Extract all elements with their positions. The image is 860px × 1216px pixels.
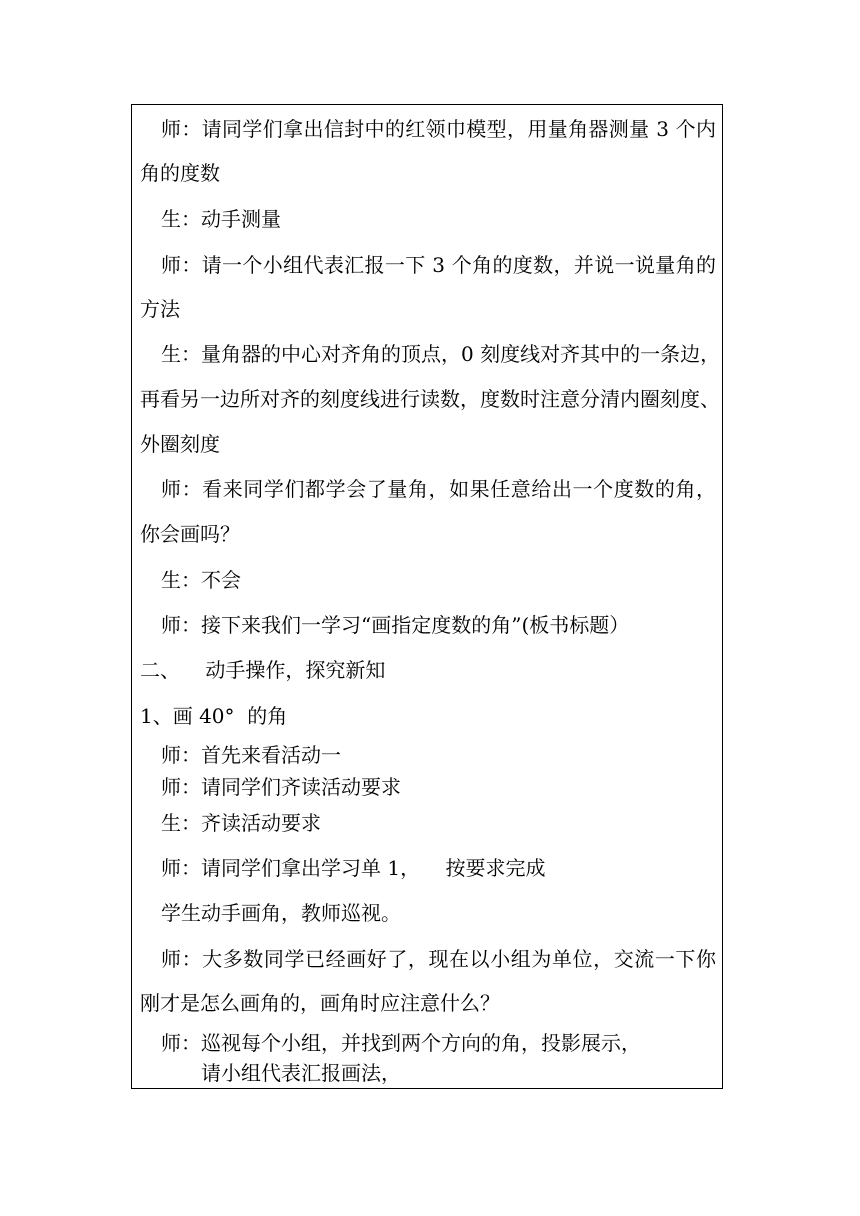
text-line-10: 你会画吗？: [140, 522, 240, 546]
text-line-23: 请小组代表汇报画法，: [201, 1061, 401, 1085]
text-line-15: 师：首先来看活动一: [161, 743, 341, 767]
text-line-9: 师：看来同学们都学会了量角，如果任意给出一个度数的角，: [161, 477, 716, 501]
text-line-19: 学生动手画角，教师巡视。: [161, 901, 401, 925]
text-line-4: 师：请一个小组代表汇报一下 3 个角的度数，并说一说量角的: [161, 253, 716, 277]
text-line-8: 外圈刻度: [140, 432, 220, 456]
text-line-3: 生：动手测量: [161, 207, 281, 231]
text-line-1: 师：请同学们拿出信封中的红领巾模型，用量角器测量 3 个内: [161, 117, 716, 141]
text-line-2: 角的度数: [140, 161, 220, 185]
text-line-21: 刚才是怎么画角的，画角时应注意什么？: [140, 991, 500, 1015]
text-line-22: 师：巡视每个小组，并找到两个方向的角，投影展示，: [161, 1031, 641, 1055]
text-line-18: 师：请同学们拿出学习单 1， 按要求完成: [161, 856, 546, 880]
text-line-6: 生：量角器的中心对齐角的顶点，0 刻度线对齐其中的一条边，: [161, 342, 721, 366]
text-line-5: 方法: [140, 297, 180, 321]
text-line-20: 师：大多数同学已经画好了，现在以小组为单位，交流一下你: [161, 947, 716, 971]
text-line-12: 师：接下来我们一学习“画指定度数的角”(板书标题）: [161, 613, 630, 637]
text-line-16: 师：请同学们齐读活动要求: [161, 775, 401, 799]
subsection-heading: 1、画 40° 的角: [140, 704, 288, 728]
text-line-11: 生：不会: [161, 568, 241, 592]
text-line-17: 生：齐读活动要求: [161, 811, 321, 835]
section-heading: 二、 动手操作，探究新知: [140, 658, 386, 682]
document-table-cell: [131, 104, 723, 1089]
text-line-7: 再看另一边所对齐的刻度线进行读数，度数时注意分清内圈刻度、: [140, 387, 720, 411]
